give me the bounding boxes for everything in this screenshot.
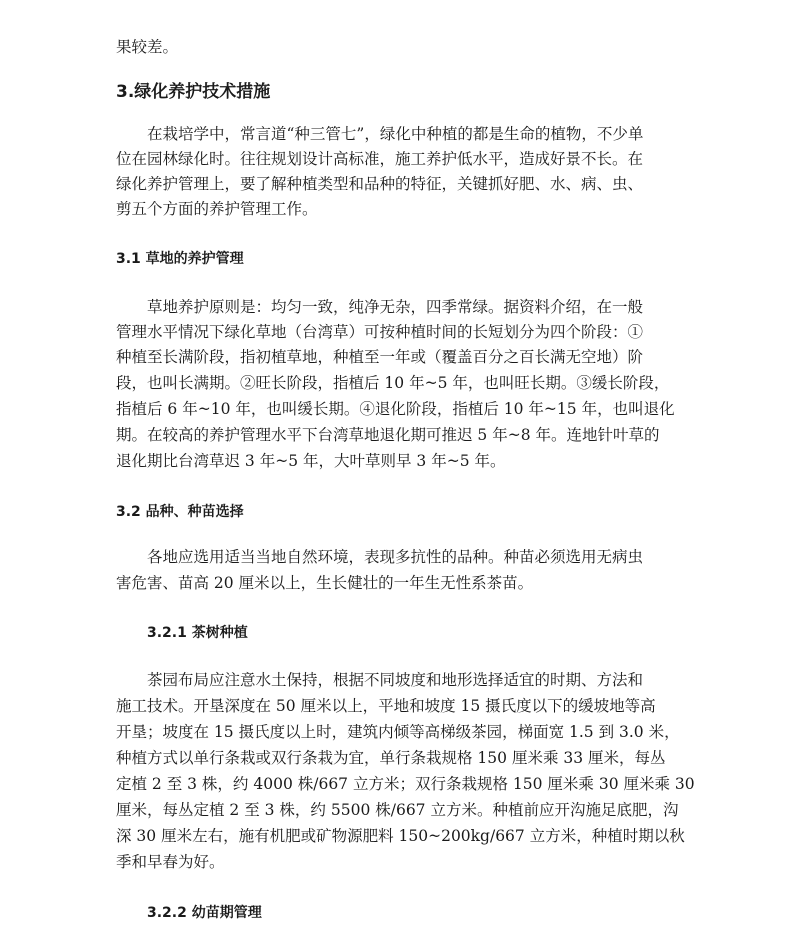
section-heading-3: 3.绿化养护技术措施 <box>116 82 271 102</box>
body-text-line: 深 30 厘米左右，施有机肥或矿物源肥料 150~200kg/667 立方米，种植时期以秋 <box>116 827 685 845</box>
body-text-line: 段，也叫长满期。②旺长阶段，指植后 10 年~5 年，也叫旺长期。③缓长阶段， <box>116 374 670 392</box>
body-text-line: 种植方式以单行条栽或双行条栽为宜，单行条栽规格 150 厘米乘 33 厘米，每丛 <box>116 749 666 767</box>
section-heading-3-1: 3.1 草地的养护管理 <box>116 251 244 267</box>
section-heading-3-2-2: 3.2.2 幼苗期管理 <box>147 905 262 921</box>
body-text-line: 种植至长满阶段，指初植草地，种植至一年或（覆盖百分之百长满无空地）阶 <box>116 348 644 366</box>
body-text-line: 茶园布局应注意水土保持，根据不同坡度和地形选择适宜的时期、方法和 <box>147 671 644 689</box>
body-text-line: 期。在较高的养护管理水平下台湾草地退化期可推迟 5 年~8 年。连地针叶草的 <box>116 426 660 444</box>
body-text-line: 各地应选用适当当地自然环境，表现多抗性的品种。种苗必须选用无病虫 <box>147 548 644 566</box>
body-text-line: 季和早春为好。 <box>116 853 225 871</box>
body-text-line: 定植 2 至 3 株，约 4000 株/667 立方米；双行条栽规格 150 厘米乘 30 厘米乘 30 <box>116 775 695 793</box>
section-heading-3-2-1: 3.2.1 茶树种植 <box>147 625 248 641</box>
body-text-line: 指植后 6 年~10 年，也叫缓长期。④退化阶段，指植后 10 年~15 年，也叫退化 <box>116 400 675 418</box>
body-text-line: 退化期比台湾草迟 3 年~5 年，大叶草则早 3 年~5 年。 <box>116 452 506 470</box>
body-text-line: 厘米，每丛定植 2 至 3 株，约 5500 株/667 立方米。种植前应开沟施足底肥，沟 <box>116 801 679 819</box>
section-heading-3-2: 3.2 品种、种苗选择 <box>116 504 244 520</box>
body-text-line: 位在园林绿化时。往往规划设计高标准，施工养护低水平，造成好景不长。在 <box>116 150 644 168</box>
body-text-line: 果较差。 <box>116 38 179 56</box>
body-text-line: 在栽培学中，常言道“种三管七”，绿化中种植的都是生命的植物，不少单 <box>147 125 644 143</box>
body-text-line: 施工技术。开垦深度在 50 厘米以上，平地和坡度 15 摄氏度以下的缓坡地等高 <box>116 697 656 715</box>
body-text-line: 开垦；坡度在 15 摄氏度以上时，建筑内倾等高梯级茶园，梯面宽 1.5 到 3.0 米， <box>116 723 680 741</box>
body-text-line: 草地养护原则是：均匀一致，纯净无杂，四季常绿。据资料介绍，在一般 <box>147 298 644 316</box>
body-text-line: 绿化养护管理上，要了解种植类型和品种的特征，关键抓好肥、水、病、虫、 <box>116 175 644 193</box>
body-text-line: 害危害、苗高 20 厘米以上，生长健壮的一年生无性系茶苗。 <box>116 574 534 592</box>
body-text-line: 剪五个方面的养护管理工作。 <box>116 200 318 218</box>
body-text-line: 管理水平情况下绿化草地（台湾草）可按种植时间的长短划分为四个阶段：① <box>116 323 644 341</box>
